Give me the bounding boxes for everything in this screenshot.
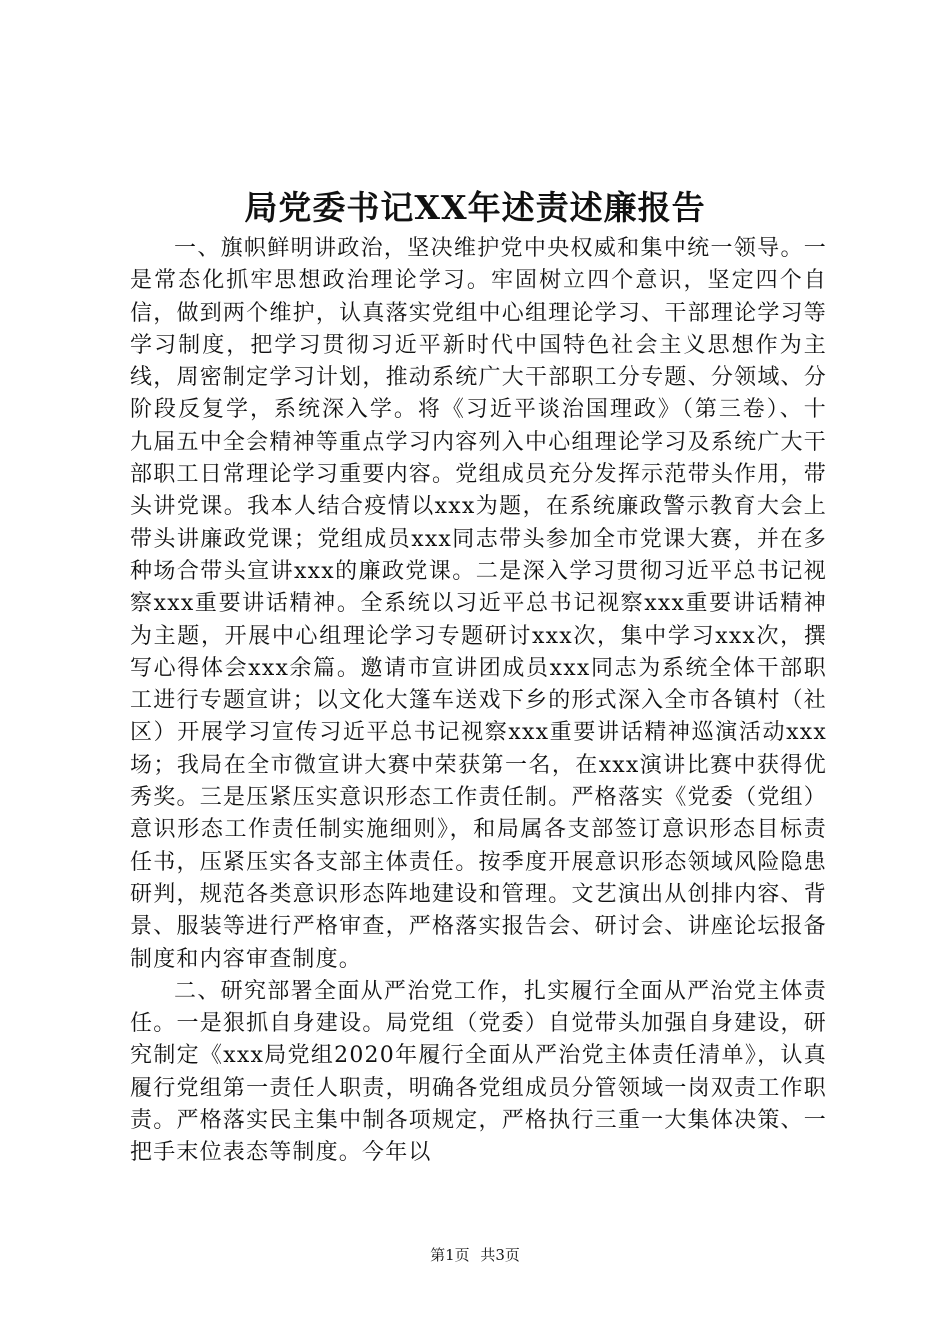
document-body [130,233,827,1170]
page-total: 共3页 [480,1246,520,1264]
page-footer [0,1245,950,1265]
page-number: 第1页 [430,1246,470,1264]
paragraph-2: 二、研究部署全面从严治党工作，扎实履行全面从严治党主体责任。一是狠抓自身建设。局党组（党委）自觉带头加强自身建设，研究制定《xxx局党组2020年履行全面从严治党主体责任清单》，认真履行党组第一责任人职责，明确各党组成员分管领域一岗双责工作职责。严格落实民主集中制各项规定，严格执行三重一大集体决策、一把手末位表态等制度。今年以 [130,978,827,1166]
document-title: 局党委书记XX年述责述廉报告 [244,188,706,227]
paragraph-1: 一、旗帜鲜明讲政治，坚决维护党中央权威和集中统一领导。一是常态化抓牢思想政治理论学习。牢固树立四个意识，坚定四个自信，做到两个维护，认真落实党组中心组理论学习、干部理论学习等学习制度，把学习贯彻习近平新时代中国特色社会主义思想作为主线，周密制定学习计划，推动系统广大干部职工分专题、分领域、分阶段反复学，系统深入学。将《习近平谈治国理政》（第三卷）、十九届五中全会精神等重点学习内容列入中心组理论学习及系统广大干部职工日常理论学习重要内容。党组成员充分发挥示范带头作用，带头讲党课。我本人结合疫情以xxx为题，在系统廉政警示教育大会上带头讲廉政党课；党组成员xxx同志带头参加全市党课大赛，并在多种场合带头宣讲xxx的廉政党课。二是深入学习贯彻习近平总书记视察xxx重要讲话精神。全系统以习近平总书记视察xxx重要讲话精神为主题，开展中心组理论学习专题研讨xxx次，集中学习xxx次，撰写心得体会xxx余篇。邀请市宣讲团成员xxx同志为系统全体干部职工进行专题宣讲；以文化大篷车送戏下乡的形式深入全市各镇村（社区）开展学习宣传习近平总书记视察xxx重要讲话精神巡演活动xxx场；我局在全市微宣讲大赛中荣获第一名，在xxx演讲比赛中获得优秀奖。三是压紧压实意识形态工作责任制。严格落实《党委（党组）意识形态工作责任制实施细则》，和局属各支部签订意识形态目标责任书，压紧压实各支部主体责任。按季度开展意识形态领域风险隐患研判，规范各类意识形态阵地建设和管理。文艺演出从创排内容、背景、服装等进行严格审查，严格落实报告会、研讨会、讲座论坛报备制度和内容审查制度。 [130,236,827,972]
